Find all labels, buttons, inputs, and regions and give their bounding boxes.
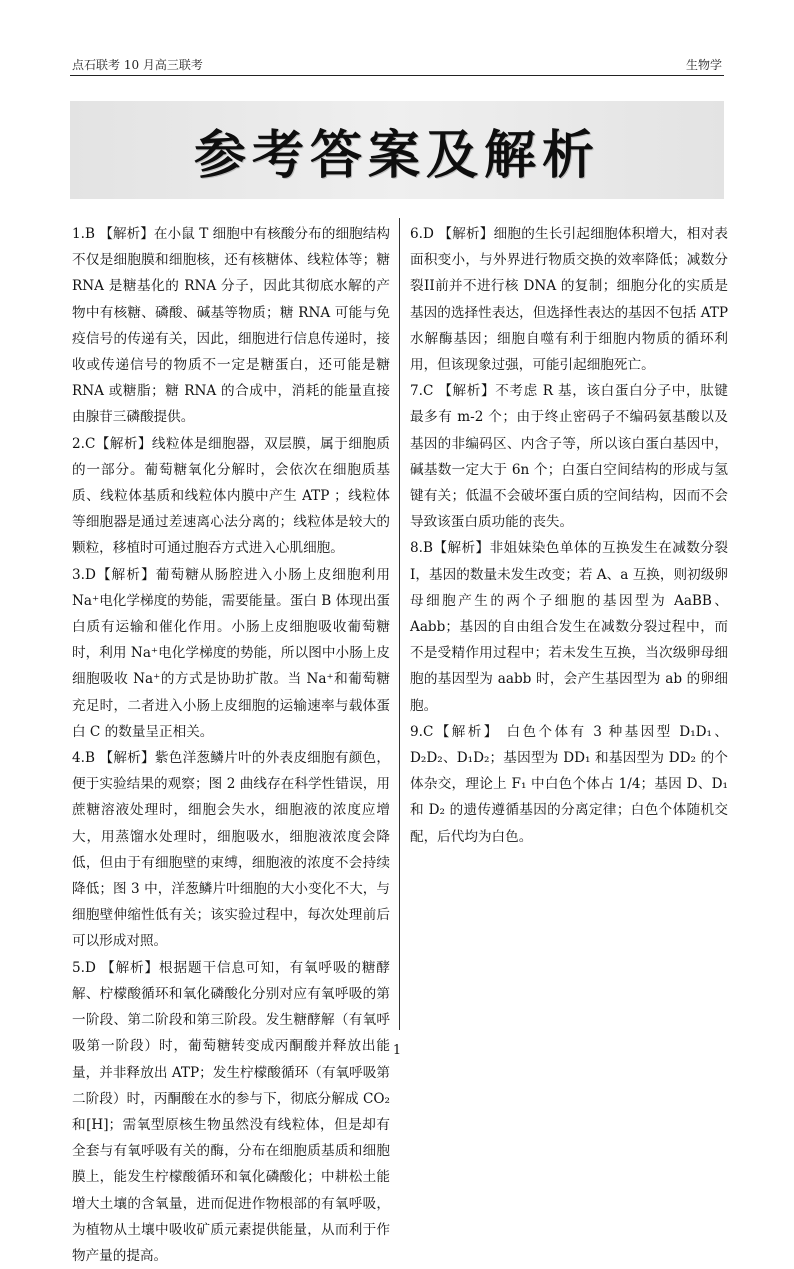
answer-6: 6.D 【解析】细胞的生长引起细胞体积增大，相对表面积变小，与外界进行物质交换的效率降低；减数分裂II前并不进行核 DNA 的复制；细胞分化的实质是基因的选择性表达，但选择性表达的基因不包括 ATP 水解酶基因；细胞自噬有利于细胞内物质的循环利用，但该现象过强，可能引起细胞死亡。 — [410, 226, 728, 374]
answer-4: 4.B 【解析】紫色洋葱鳞片叶的外表皮细胞有颜色，便于实验结果的观察；图 2 曲线存在科学性错误，用蔗糖溶液处理时，细胞会失水，细胞液的浓度应增大，用蒸馏水处理时，细胞吸水，细胞液浓度会降低，但由于有细胞壁的束缚，细胞液的浓度不会持续降低；图 3 中，洋葱鳞片叶细胞的大小变化不大，与细胞壁伸缩性低有关；该实验过程中，每次处理前后可以形成对照。 — [72, 750, 390, 950]
page-title: 参考答案及解析 — [193, 124, 600, 186]
answer-9: 9.C【解析】 白色个体有 3 种基因型 D₁D₁、D₂D₂、D₁D₂；基因型为 DD₁ 和基因型为 DD₂ 的个体杂交，理论上 F₁ 中白色个体占 1/4；基因 D、D₁ 和 D₂ 的遗传遵循基因的分离定律；白色个体随机交配，后代均为白色。 — [410, 723, 728, 845]
header-divider — [70, 75, 724, 76]
answer-8: 8.B【解析】非姐妹染色单体的互换发生在减数分裂 I，基因的数量未发生改变；若 A、a 互换，则初级卵母细胞产生的两个子细胞的基因型为 AaBB、Aabb；基因的自由组合发生在减数分裂过程中，而不是受精作用过程中；若未发生互换，当次级卵母细胞的基因型为 aabb 时，会产生基因型为 ab 的卵细胞。 — [410, 540, 728, 714]
header-subject: 生物学 — [685, 58, 722, 72]
answer-5: 5.D 【解析】根据题干信息可知，有氧呼吸的糖酵解、柠檬酸循环和氧化磷酸化分别对应有氧呼吸的第一阶段、第二阶段和第三阶段。发生糖酵解（有氧呼吸第一阶段）时，葡萄糖转变成丙酮酸并释放出能量，并非释放出 ATP；发生柠檬酸循环（有氧呼吸第二阶段）时，丙酮酸在水的参与下，彻底分解成 CO₂ 和[H]；需氧型原核生物虽然没有线粒体，但是却有全套与有氧呼吸有关的酶，分布在细胞质基质和细胞膜上，能发生柠檬酸循环和氧化磷酸化；中耕松土能增大土壤的含氧量，进而促进作物根部的有氧呼吸，为植物从土壤中吸收矿质元素提供能量，从而利于作物产量的提高。 — [72, 959, 390, 1264]
answer-7: 7.C 【解析】不考虑 R 基，该白蛋白分子中，肽键最多有 m-2 个；由于终止密码子不编码氨基酸以及基因的非编码区、内含子等，所以该白蛋白基因中，碱基数一定大于 6n 个；白蛋白空间结构的形成与氢键有关；低温不会破坏蛋白质的空间结构，因而不会导致该蛋白质功能的丧失。 — [410, 383, 728, 531]
answer-3: 3.D【解析】葡萄糖从肠腔进入小肠上皮细胞利用Na⁺电化学梯度的势能，需要能量。蛋白 B 体现出蛋白质有运输和催化作用。小肠上皮细胞吸收葡萄糖时，利用 Na⁺电化学梯度的势能，所以图中小肠上皮细胞吸收 Na⁺的方式是协助扩散。当 Na⁺和葡萄糖充足时，二者进入小肠上皮细胞的运输速率与载体蛋白 C 的数量呈正相关。 — [72, 566, 390, 740]
header-exam-name: 点石联考 10 月高三联考 — [72, 58, 203, 72]
column-divider — [399, 218, 400, 1030]
page-number: 1 — [392, 1043, 402, 1058]
left-column — [72, 221, 390, 1269]
answer-1: 1.B 【解析】在小鼠 T 细胞中有核酸分布的细胞结构不仅是细胞膜和细胞核，还有核糖体、线粒体等；糖 RNA 是糖基化的 RNA 分子，因此其彻底水解的产物中有核糖、磷酸、碱基等物质；糖 RNA 可能与免疫信号的传递有关，因此，细胞进行信息传递时，接收或传递信号的物质不一定是糖蛋白，还可能是糖 RNA 或糖脂；糖 RNA 的合成中，消耗的能量直接由腺苷三磷酸提供。 — [72, 226, 390, 426]
title-banner — [70, 101, 724, 199]
right-column — [410, 221, 728, 850]
answer-2: 2.C【解析】线粒体是细胞器，双层膜，属于细胞质的一部分。葡萄糖氧化分解时，会依次在细胞质基质、线粒体基质和线粒体内膜中产生 ATP ；线粒体等细胞器是通过差速离心法分离的；线粒体是较大的颗粒，移植时可通过胞吞方式进入心肌细胞。 — [72, 435, 390, 557]
